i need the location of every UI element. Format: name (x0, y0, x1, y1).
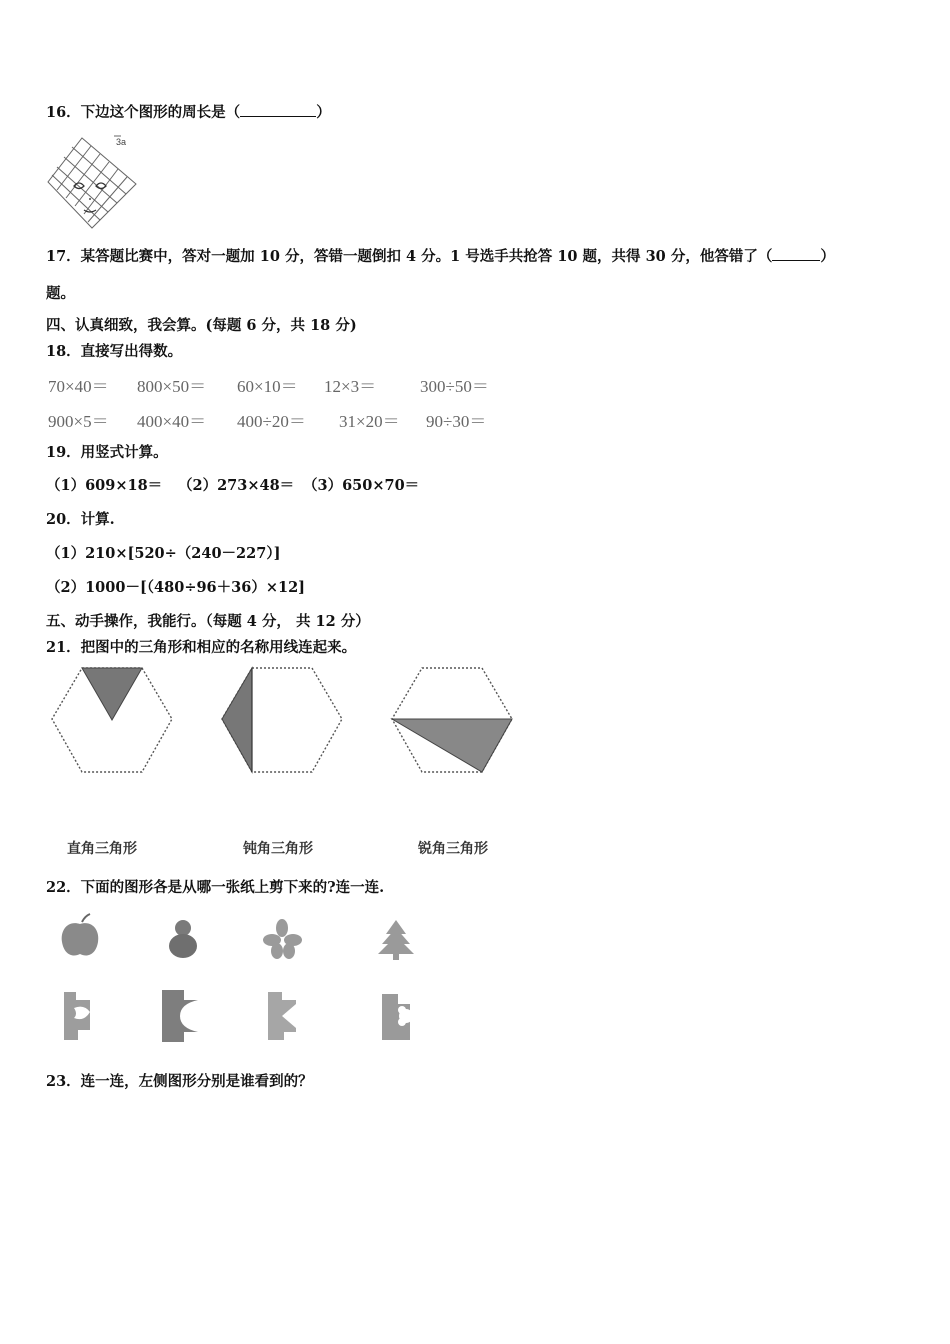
right-triangle-shape (82, 668, 142, 720)
paper-c-shape[interactable] (268, 992, 296, 1040)
acute-triangle-shape (392, 719, 512, 772)
q18-title: 18．直接写出得数。 (46, 343, 183, 360)
q16-text: 16．下边这个图形的周长是（ ） (46, 104, 331, 121)
label-acute-triangle[interactable]: 锐角三角形 (418, 841, 488, 857)
label-right-triangle[interactable]: 直角三角形 (67, 841, 137, 857)
section5-title: 五、动手操作，我能行。（每题 4 分， 共 12 分） (46, 613, 370, 630)
calc-item: 12×3＝ (324, 377, 377, 396)
tree-shape[interactable] (378, 920, 414, 960)
q23-title: 23．连一连，左侧图形分别是谁看到的？ (46, 1073, 313, 1090)
gourd-shape[interactable] (169, 920, 197, 958)
q17-text: 17．某答题比赛中，答对一题加 10 分，答错一题倒扣 4 分。1 号选手共抢答 10 题，共得 30 分，他答错了（ ） (46, 248, 835, 265)
q17-text-cont: 题。 (46, 285, 75, 302)
q19-item: （3）650×70＝ (303, 477, 420, 494)
q21-hexagons (46, 664, 526, 782)
label-3a: 3a (116, 137, 127, 147)
q22-title: 22．下面的图形各是从哪一张纸上剪下来的?连一连. (46, 879, 385, 896)
q20-item: （2）1000－[（480÷96＋36）×12] (46, 579, 306, 596)
calc-item: 800×50＝ (137, 377, 207, 396)
section4-title: 四、认真细致，我会算。(每题 6 分，共 18 分) (46, 317, 357, 334)
calc-item: 400÷20＝ (237, 412, 306, 431)
q20-item: （1）210×[520÷（240－227）] (46, 545, 281, 562)
calc-item: 70×40＝ (48, 377, 109, 396)
calc-item: 90÷30＝ (426, 412, 487, 431)
obtuse-triangle-shape (222, 668, 252, 772)
q21-title: 21．把图中的三角形和相应的名称用线连起来。 (46, 639, 357, 656)
calc-item: 900×5＝ (48, 412, 109, 431)
calc-item: 400×40＝ (137, 412, 207, 431)
calc-item: 300÷50＝ (420, 377, 489, 396)
q16-answer-blank[interactable] (240, 102, 316, 117)
calc-item: 31×20＝ (339, 412, 400, 431)
apple-shape[interactable] (62, 914, 99, 956)
label-obtuse-triangle[interactable]: 钝角三角形 (243, 841, 313, 857)
q19-item: （2）273×48＝ (178, 477, 295, 494)
q19-item: （1）609×18＝ (46, 477, 163, 494)
q16-grid-figure (44, 132, 144, 234)
q19-title: 19．用竖式计算。 (46, 444, 168, 461)
paper-d-shape[interactable] (382, 994, 413, 1040)
paper-a-shape[interactable] (64, 992, 90, 1040)
flower-shape[interactable] (263, 919, 302, 959)
q22-figures (56, 912, 426, 1048)
q17-answer-blank[interactable] (772, 246, 820, 261)
paper-b-shape[interactable] (162, 990, 198, 1042)
q20-title: 20．计算. (46, 511, 115, 528)
calc-item: 60×10＝ (237, 377, 298, 396)
